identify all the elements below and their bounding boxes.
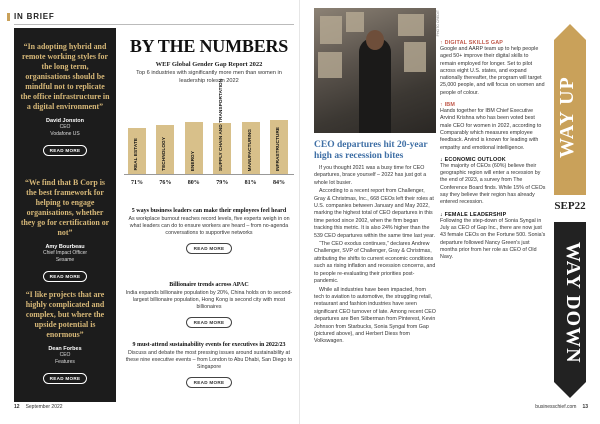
wall-frame	[318, 52, 342, 78]
read-more-button[interactable]: READ MORE	[186, 317, 233, 328]
brief-item-3	[124, 342, 294, 389]
site-name: businesschief.com	[535, 404, 577, 410]
chart-title: WEF Global Gender Gap Report 2022	[155, 61, 263, 68]
right-page	[300, 0, 600, 424]
item-heading: ↑ DIGITAL SKILLS GAP	[440, 40, 504, 46]
item-body: Discuss and debate the most pressing issues around sustainability at these nine executive events – from London to Abu Dhabi, San Diego to Singapore	[125, 350, 293, 370]
quote-column	[14, 28, 116, 402]
bar-value-label: 84%	[273, 180, 285, 186]
article-paragraph: According to a recent report from Challenger, Gray & Christmas, Inc., 668 CEOs left their roles at U.S. companies between January and May 2022, marking the highest total of CEO departures in this time period since 2002, when the firm began tracking this metric. It is also 24% higher than the 539 CEO departures within the same time last year.	[314, 188, 436, 239]
article-paragraph: If you thought 2021 was a busy time for CEO departures, brace yourself – 2022 has just got a whole lot busier.	[314, 165, 427, 186]
way-up-item-1	[440, 40, 546, 97]
item-body: The majority of CEOs (60%) believe their geographic region will enter a recession by the end of 2023, a survey from The Conference Board finds. While 15% of CEOs say they believe their region has already entered recession.	[440, 162, 546, 206]
quote-text: “I like projects that are highly complicated and complex, but where the upside potential is enormous”	[25, 290, 105, 339]
bar-value-label: 81%	[244, 180, 257, 186]
read-more-button[interactable]: READ MORE	[43, 373, 88, 384]
item-body: Following the step-down of Sonia Syngal in July as CEO of Gap Inc., there are now just 43 female CEOs on the Fortune 500. Sonia's departure followed Nancy Green's just months prior from her role as CEO of Old Navy.	[440, 217, 546, 261]
bar-category-label: ENERGY	[190, 150, 196, 171]
item-heading: ↑ IBM	[440, 102, 456, 109]
item-heading: ↓ FEMALE LEADERSHIP	[440, 211, 507, 218]
item-body: Google and AARP team up to help people aged 50+ improve their digital skills to remain employed for longer. Set to pilot across eight U.S. states, and expand nationally thereafter, the program will target 25,000 people, and will focus on women and people of colour.	[440, 46, 545, 96]
brief-item-2	[124, 282, 294, 329]
article-paragraph: “The CEO exodus continues,” declares Andrew Challenger, SVP of Challenger, Gray & Christmas, attributing the shifts to current economic conditions such as rising inflation and recession concerns, and to people re-evaluating their priorities post-pandemic.	[314, 241, 436, 285]
way-down-item-1	[440, 157, 546, 207]
item-title: 5 ways business leaders can make their employees feel heard	[131, 208, 287, 214]
way-up-down-rail	[552, 0, 588, 424]
folio-left	[14, 404, 63, 410]
read-more-button[interactable]: READ MORE	[186, 243, 233, 254]
wall-frame	[398, 14, 424, 36]
issue-date: September 2022	[25, 404, 63, 410]
item-body: India expands billionaire population by 20%, China holds on to second-largest billionaire population, Hong Kong is second city with most billionaires	[125, 290, 293, 310]
section-label: IN BRIEF	[14, 12, 55, 21]
article-body	[314, 165, 436, 347]
up-arrow-icon	[554, 24, 586, 40]
ceo-photo	[314, 8, 436, 133]
quote-text: “In adopting hybrid and remote working styles for the long term, organisations should be mindful not to replicate the office infrastructure in a digital environment”	[20, 42, 110, 111]
item-heading: ↓ ECONOMIC OUTLOOK	[440, 156, 506, 163]
item-title: Billionaire trends across APAC	[169, 282, 249, 288]
bar-category-label: SUPPLY CHAIN AND TRANSPORTATION	[219, 78, 225, 171]
way-down-item-2	[440, 212, 546, 262]
down-arrow-icon	[554, 382, 586, 398]
bar-value-label: 80%	[187, 180, 200, 186]
page-number: 13	[582, 404, 588, 410]
item-body: As workplace burnout reaches record levels, five experts weigh in on what leaders can do to ensure workers are heard – from no-agenda conversations to supportive networks	[128, 216, 290, 236]
way-up-banner	[554, 40, 586, 195]
month-label: SEP22	[554, 200, 586, 212]
quote-3	[20, 290, 110, 385]
wall-frame	[346, 12, 364, 32]
quote-1	[20, 42, 110, 157]
way-up-label: WAY UP	[556, 76, 578, 159]
chart-baseline	[124, 174, 294, 175]
person-head	[366, 30, 384, 50]
divider	[14, 24, 294, 25]
bar-category-label: REAL ESTATE	[134, 138, 139, 171]
wall-frame	[404, 42, 426, 72]
item-title: 9 must-attend sustainability events for executives in 2022/23	[132, 342, 286, 348]
bar-chart	[124, 78, 294, 186]
read-more-button[interactable]: READ MORE	[186, 377, 233, 388]
photo-credit: PHOTO CREDIT	[436, 10, 440, 37]
article-headline: CEO departures hit 20-year high as recession bites	[314, 140, 428, 161]
quote-role: CEO Vodafone US	[50, 124, 80, 137]
by-the-numbers	[124, 36, 294, 186]
bar-value-label: 79%	[216, 180, 229, 186]
read-more-button[interactable]: READ MORE	[43, 271, 88, 282]
read-more-button[interactable]: READ MORE	[43, 145, 88, 156]
way-up-item-2	[440, 102, 546, 152]
bar-value-label: 76%	[159, 180, 172, 186]
item-body: Hands together for IBM Chief Executive Arvind Krishna who has been voted best male CEO for women in 2022, according to Comparably which measures employee feedback. Arvind is known for leading with empathy and emotional intelligence.	[440, 108, 542, 151]
brief-item-1	[124, 208, 294, 255]
person-figure	[359, 38, 391, 133]
way-down-label: WAY DOWN	[562, 241, 584, 364]
folio-right	[535, 404, 588, 410]
quote-role: CEO Features	[55, 352, 75, 365]
quote-name: Dean Forbes	[48, 346, 82, 352]
quote-name: Amy Bourbeau	[45, 244, 85, 250]
way-up-down-column	[440, 40, 546, 266]
chart-subtitle: Top 6 industries with significantly more men than women in leadership roles in 2022	[136, 70, 282, 84]
wall-frame	[320, 16, 342, 44]
quote-name: David Jonston	[46, 118, 84, 124]
quote-2	[20, 178, 110, 283]
bar-category-label: TECHNOLOGY	[162, 137, 168, 171]
bar-category-label: INFRASTRUCTURE	[276, 126, 281, 171]
way-down-banner	[554, 222, 586, 382]
page-number: 12	[14, 404, 20, 410]
bar-category-label: MANUFACTURING	[247, 128, 253, 171]
article-paragraph: While all industries have been impacted, from tech to aviation to automotive, the struggling retail, restaurant and fashion industries have seen significant CEO turnover of late. Among recent CEO departures are Ben Silberman from Pinterest, Kevin Johnson from Starbucks, Sonia Syngal from Gap (pictured above), and Herbert Diess from Volkswagen.	[314, 286, 436, 345]
quote-role: Chief Impact Officer Sesame	[42, 250, 88, 263]
quote-text: “We find that B Corp is the best framework for helping to engage organisations, whether they go for certification or not”	[20, 178, 110, 237]
numbers-heading: BY THE NUMBERS	[129, 36, 289, 56]
bar-value-label: 71%	[131, 180, 143, 186]
